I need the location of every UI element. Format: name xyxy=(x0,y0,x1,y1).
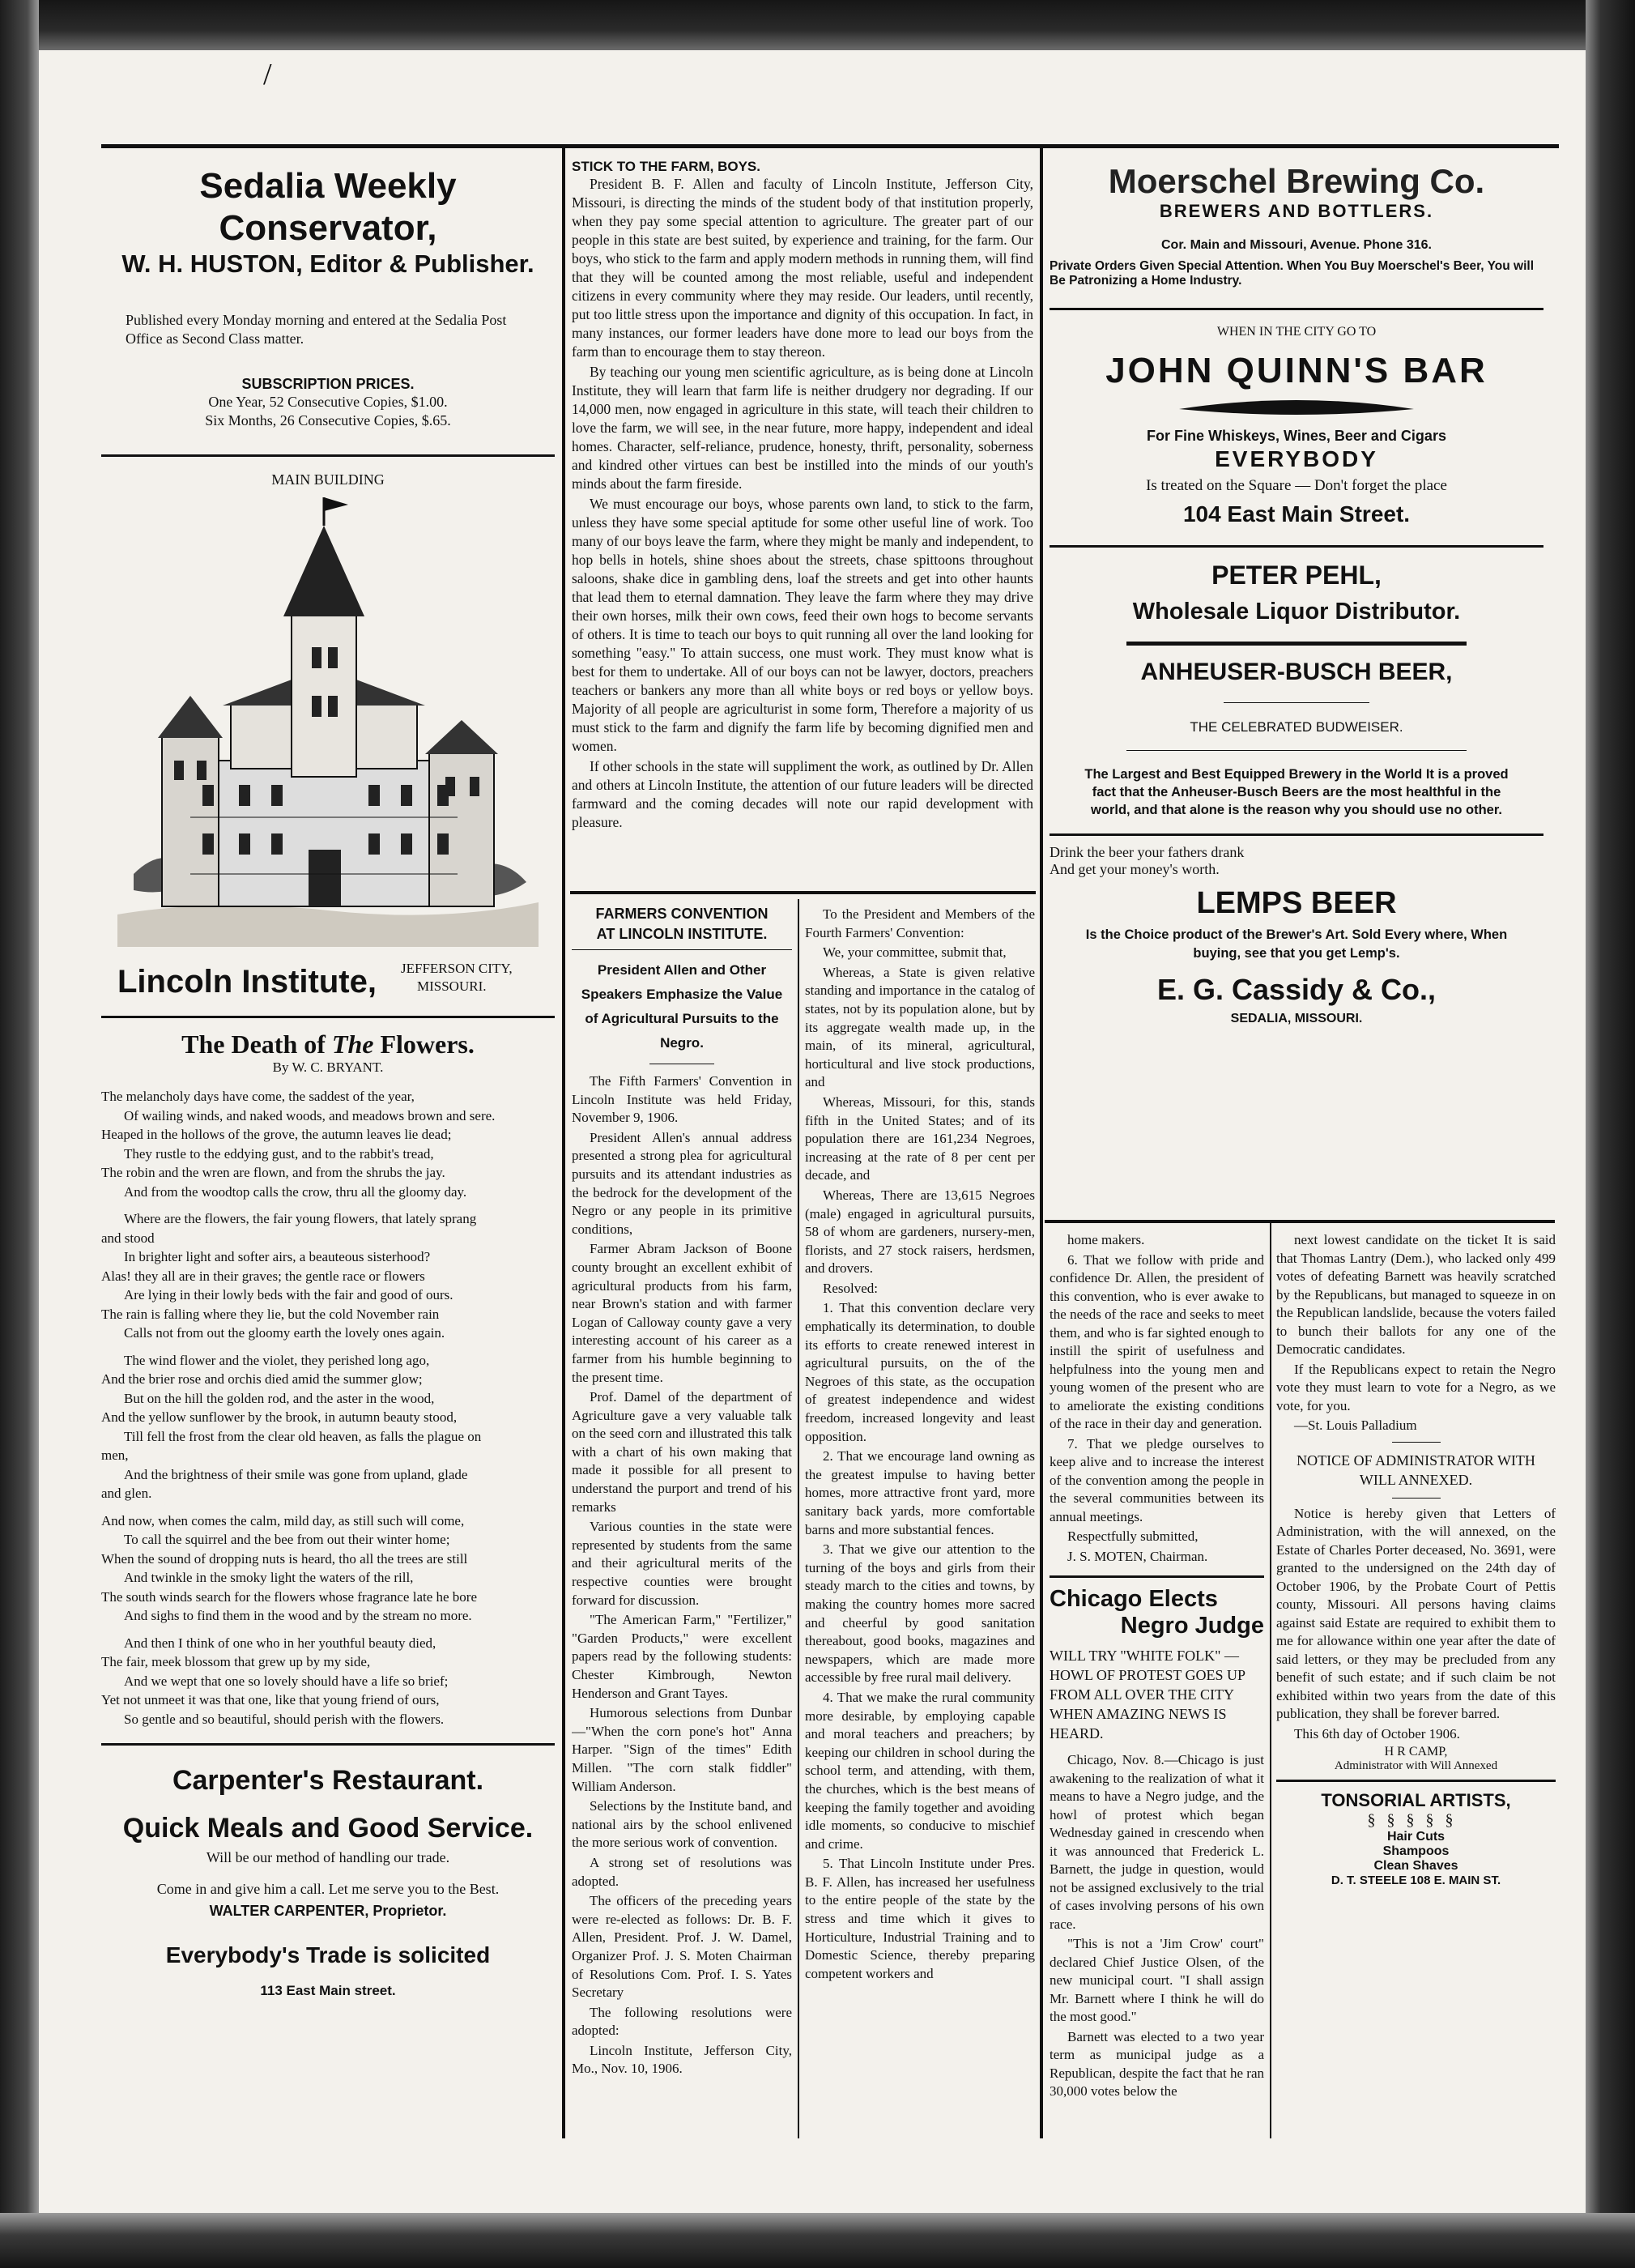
masthead-editor: W. H. HUSTON, Editor & Publisher. xyxy=(121,249,534,278)
poem-line xyxy=(101,1503,555,1511)
farm-paragraph: President B. F. Allen and faculty of Lincoln Institute, Jefferson City, Missouri, is directing the minds of the student body of that institution properly, when they pay some special attention to agriculture. The greater part of our people in this state are best suited, by experience and training, for the farm. Our boys, who stick to the farm and apply modern methods in running them, will find that they will be counted among the most reliable, useful and independent citizens in every community where they may reside. Our leaders, until recently, put too little stress upon the importance and dignity of this occupation. In fact, in many instances, our former leaders have done more to lead our boys from the farm than to encourage them to stay thereon. xyxy=(572,176,1033,360)
poem-line: Of wailing winds, and naked woods, and meadows brown and sere. xyxy=(124,1107,496,1123)
farm-title: STICK TO THE FARM, BOYS. xyxy=(572,159,760,174)
chicago-paragraph: next lowest candidate on the ticket It is said that Thomas Lantry (Dem.), who lacked only 499 votes of defeating Barnett was heavily scratched by the Republicans, but managed to squeeze in on the Republican landslide, because the voters failed to bunch their ballots for any one of the Democratic candidates. xyxy=(1276,1232,1556,1357)
resolution-paragraph: 3. That we give our attention to the turning of the boys and girls from their steady march to the cities and towns, by making the country homes more sacred and cheerful by good sanitation thereabout, good books, magazines and newspapers, which are made more accessible by free rural mail delivery. xyxy=(805,1541,1035,1686)
divider xyxy=(1050,545,1543,548)
chicago-paragraph: "This is not a 'Jim Crow' court" declared Chief Justice Olsen, of the new municipal court. "I shall assign Mr. Barnett where I think he will do the most good." xyxy=(1050,1936,1264,2024)
poem-title-b: The xyxy=(331,1030,374,1059)
poem-title xyxy=(101,1030,555,1059)
masthead-published: Published every Monday morning and entered at the Sedalia Post Office as Second Class matter. xyxy=(126,312,507,347)
convention-paragraph: The Fifth Farmers' Convention in Lincoln Institute was held Friday, November 9, 1906. xyxy=(572,1073,792,1126)
convention-paragraph: Prof. Damel of the department of Agriculture gave a very valuable talk on the seed corn and illustrated this talk with a chart of his own making that made it possible for all present to understand the purport and trend of his remarks xyxy=(572,1389,792,1515)
convention-paragraph: A strong set of resolutions was adopted. xyxy=(572,1854,792,1889)
pehl-celebrated: THE CELEBRATED BUDWEISER. xyxy=(1190,719,1403,735)
chicago-paragraph: Chicago, Nov. 8.—Chicago is just awakening to the realization of what it means to have a Negro judge, and the howl of protest which began Wednesday gained in crescendo when it was announced that Frederick L. Barnett, the judge in question, would not be assigned exclusively to the trial of cases involving persons of his own race. xyxy=(1050,1752,1264,1932)
tonsorial-stars: §§§§§ xyxy=(1367,1811,1465,1829)
lemps-ad xyxy=(1050,844,1543,1026)
main-building-caption: MAIN BUILDING xyxy=(271,471,385,488)
poem-byline: By W. C. BRYANT. xyxy=(272,1059,384,1075)
resolution-paragraph: Whereas, Missouri, for this, stands fifth in the United States; and of its population there are 161,234 Negroes, increasing at the rate of 8 per cent per decade, and xyxy=(805,1094,1035,1183)
farm-editorial xyxy=(572,159,1033,872)
notice-paragraph: Notice is hereby given that Letters of Administration, with the will annexed, on the Estate of Charles Porter deceased, No. 3691, were granted to the undersigned on the 24th day of October 1906, by the Probate Court of Pettis county, Missouri. All persons having claims against said Estate are required to exhibit them to me for allowance within one year after the date of said letters, or they may be precluded from any benefit of such estate; and if such claim be not exhibited within two years from the date of this publication, they shall be forever barred. xyxy=(1276,1505,1556,1721)
poem-line: And twinkle in the smoky light the waters of the rill, xyxy=(124,1570,414,1585)
quinn-address: 104 East Main Street. xyxy=(1182,501,1411,526)
pehl-rule xyxy=(1126,642,1467,646)
pehl-beer: ANHEUSER-BUSCH BEER, xyxy=(1140,659,1453,685)
top-rule xyxy=(101,144,1559,148)
carpenter-line2: Come in and give him a call. Let me serve you to the Best. xyxy=(156,1881,500,1897)
divider xyxy=(1224,702,1369,703)
lemps-line1: Drink the beer your fathers drank xyxy=(1050,844,1245,860)
chicago-continued xyxy=(1276,1231,1556,1435)
convention-body xyxy=(572,1072,792,2078)
ads-bottom-rule xyxy=(1045,1220,1555,1223)
poem-line: Calls not from out the gloomy earth the lovely ones again. xyxy=(124,1325,445,1341)
poem-line: They rustle to the eddying gust, and to the rabbit's tread, xyxy=(124,1145,434,1162)
notice-sign1: H R CAMP, xyxy=(1384,1745,1448,1759)
page-mark: / xyxy=(263,58,272,92)
resolution-paragraph: Whereas, a State is given relative standing and importance in the catalog of states, not by its population alone, but by its aggregate wealth made up, in the main, of its mineral, agricultural, horticultural and live stock productions, and xyxy=(805,964,1035,1090)
resolution-paragraph: 4. That we make the rural community more desirable, by employing capable and moral teachers and preachers; by keeping our children in school during the school term, and attending, with them, the churches, which is the best means of keeping the family together and avoiding idle moments, so conducive to mischief and crime. xyxy=(805,1689,1035,1852)
pehl-title: Wholesale Liquor Distributor. xyxy=(1132,599,1461,625)
lincoln-name: Lincoln Institute, xyxy=(117,964,377,1000)
resolution-paragraph: 7. That we pledge ourselves to keep alive and to increase the interest of the convention among the people in the several communities between its annual meetings. xyxy=(1050,1435,1264,1524)
divider xyxy=(101,1743,555,1746)
quinn-line3: Is treated on the Square — Don't forget the place xyxy=(1146,477,1447,494)
poem-line: To call the squirrel and the bee from out their winter home; xyxy=(124,1532,450,1547)
carpenter-line1: Will be our method of handling our trade. xyxy=(206,1849,450,1865)
column-right-b xyxy=(1276,1231,1556,2138)
poem-line: The south winds search for the flowers whose fragrance late he bore xyxy=(101,1588,478,1605)
column-right-a xyxy=(1050,1231,1264,2138)
poem-line: Alas! they all are in their graves; the gentle race or flowers xyxy=(101,1268,425,1284)
subscription-heading: SUBSCRIPTION PRICES. xyxy=(241,376,415,392)
chicago-title1: Chicago Elects xyxy=(1050,1586,1218,1612)
column-right-ads xyxy=(1050,154,1543,1223)
moerschel-ad xyxy=(1050,162,1543,288)
lemps-name: LEMPS BEER xyxy=(1196,886,1397,920)
tonsorial-shampoos: Shampoos xyxy=(1382,1844,1450,1858)
convention-paragraph: Humorous selections from Dunbar—"When the corn pone's hot" Anna Harper. "Sign of the times" Edith Millen. "The corn stalk fiddler" William Anderson. xyxy=(572,1705,792,1794)
ornament-icon xyxy=(1175,396,1418,420)
quinn-ad xyxy=(1050,325,1543,527)
convention-paragraph: Various counties in the state were represented by students from the same and their agricultural merits of the respective counties were brought forward for discussion. xyxy=(572,1519,792,1608)
resolution-paragraph: 5. That Lincoln Institute under Pres. B. F. Allen, has increased her usefulness to the entire people of the state by the stress and time which it gives to Horticulture, Industrial Training and to Domestic Science, thereby preparing competent workers and xyxy=(805,1856,1035,1981)
divider xyxy=(572,949,792,950)
poem-line: So gentle and so beautiful, should perish with the flowers. xyxy=(124,1711,445,1727)
poem-line: The wind flower and the violet, they perished long ago, xyxy=(124,1352,430,1368)
resolution-paragraph: 1. That this convention declare very emphatically its determination, to double its efforts to create renewed interest in agricultural pursuits, on the of the Negroes of this state, as the occupation of greatest independence and widest freedom, increased longevity and least opposition. xyxy=(805,1300,1035,1444)
lincoln-name-row xyxy=(101,961,555,1009)
convention-paragraph: Farmer Abram Jackson of Boone county brought an excellent exhibit of agricultural products from his farm, near Brown's station and with farmer Logan of Calloway county gave a very interesting account of his career as a farmer from his humble beginning to the present time. xyxy=(572,1241,792,1385)
col-rule-2 xyxy=(1040,146,1043,2138)
poem-line: When the sound of dropping nuts is heard, tho all the trees are still xyxy=(101,1550,468,1567)
quinn-line2: EVERYBODY xyxy=(1215,446,1378,471)
poem-line: And from the woodtop calls the crow, thru all the gloomy day. xyxy=(124,1183,467,1200)
poem-line: But on the hill the golden rod, and the aster in the wood, xyxy=(124,1390,435,1406)
carpenter-name: Carpenter's Restaurant. xyxy=(172,1765,484,1796)
tonsorial-title: TONSORIAL ARTISTS, xyxy=(1321,1790,1511,1810)
poem-line xyxy=(101,1626,555,1634)
tonsorial-shaves: Clean Shaves xyxy=(1373,1859,1458,1873)
convention-paragraph: President Allen's annual address presented a strong plea for agricultural pursuits and its attendant industries as the bedrock for the development of the Negro or any people in its primitive conditions, xyxy=(572,1129,792,1237)
poem-line: men, xyxy=(101,1447,129,1463)
poem-line: And then I think of one who in her youthful beauty died, xyxy=(124,1635,436,1651)
convention-paragraph: The officers of the preceding years were re-elected as follows: Dr. B. F. Allen, President. Prof. J. W. Damel, Organizer Prof. J. S. Moten Chairman of Resolutions Com. Prof. I. S. Yates Secretary xyxy=(572,1893,792,2001)
column-left xyxy=(101,154,555,2146)
col-rule-1 xyxy=(562,146,565,2138)
carpenter-prop: WALTER CARPENTER, Proprietor. xyxy=(209,1903,447,1919)
resolution-paragraph: Resolved: xyxy=(823,1280,878,1296)
col-rule-mid xyxy=(798,899,799,2138)
poem-line: Till fell the frost from the clear old heaven, as falls the plague on xyxy=(124,1428,482,1444)
poem xyxy=(101,1030,555,1729)
convention-paragraph: "The American Farm," "Fertilizer," "Garden Products," were excellent papers read by the following students: Chester Kimbrough, Newton Henderson and Grant Tayes. xyxy=(572,1612,792,1701)
convention-paragraph: Selections by the Institute band, and national airs by the school enlivened the more serious work of convention. xyxy=(572,1798,792,1851)
divider xyxy=(1050,833,1543,836)
lincoln-city: JEFFERSON CITY, xyxy=(401,961,513,976)
chicago-deck: WILL TRY "WHITE FOLK" —HOWL OF PROTEST GOES UP FROM ALL OVER THE CITY WHEN AMAZING NEWS IS HEARD. xyxy=(1050,1648,1245,1742)
poem-line: Where are the flowers, the fair young flowers, that lately sprang xyxy=(124,1211,477,1226)
poem-line: And the yellow sunflower by the brook, in autumn beauty stood, xyxy=(101,1409,458,1425)
carpenter-slogan: Quick Meals and Good Service. xyxy=(122,1813,534,1844)
farm-paragraph: We must encourage our boys, whose parents own land, to stick to the farm, unless they have some special aptitude for some other useful line of work. Too many of our boys leave the farm, where they might be manly and independent, to hop bells in hotels, shine shoes about the streets, chase spittoons throughout saloons, shake dice in gambling dens, loaf the streets and get into other haunts that lead them to eternal damnation. They leave the farm where they may drive their own horses, milk their own cows, feed their own hogs to become servants of others. It is time to teach our boys to quit running all over the land looking for something "easy." To attain success, one must work. They must know what is best for them to undertake. All of our boys can not be lawyer, doctors, preachers teachers or bankers any more than all white boys or red boys or yellow boys. Majority of all people are agriculturist in some form, Therefore a majority of us must stick to the farm and dignify the farm life by becoming dignified men and women. xyxy=(572,496,1033,754)
resolution-paragraph: J. S. MOTEN, Chairman. xyxy=(1067,1548,1208,1564)
poem-line xyxy=(101,1343,555,1351)
quinn-intro: WHEN IN THE CITY GO TO xyxy=(1216,325,1377,339)
resolution-paragraph: home makers. xyxy=(1067,1232,1145,1247)
divider xyxy=(101,454,555,457)
resolution-paragraph: Whereas, There are 13,615 Negroes (male) engaged in agricultural pursuits, 58 of whom are gardeners, nursery-men, florists, and 27 stock raisers, herdsmen, and drovers. xyxy=(805,1187,1035,1277)
masthead-title: Sedalia Weekly Conservator, xyxy=(199,166,457,248)
chicago-paragraph: —St. Louis Palladium xyxy=(1294,1418,1417,1433)
lincoln-state: MISSOURI. xyxy=(417,978,487,994)
poem-line: and stood xyxy=(101,1230,155,1246)
resolution-paragraph: Respectfully submitted, xyxy=(1067,1528,1199,1544)
resolution-paragraph: We, your committee, submit that, xyxy=(823,944,1007,961)
poem-line: And we wept that one so lovely should have a life so brief; xyxy=(124,1673,449,1689)
resolution-paragraph: 2. That we encourage land owning as the greatest impulse to having better homes, more attractive front yard, more sanitary back yards, more comfortable barns and more substantial fences. xyxy=(805,1448,1035,1537)
col-rule-right xyxy=(1270,1223,1271,2138)
resolution-paragraph: To the President and Members of the Fourth Farmers' Convention: xyxy=(805,906,1035,940)
quinn-name: JOHN QUINN'S BAR xyxy=(1105,351,1488,390)
farm-paragraph: By teaching our young men scientific agriculture, as is being done at Lincoln Institute, they will learn that farm life is neither drudgery nor degrading. If our 14,000 men, now engaged in agriculture in this state, will teach their children to love the farm, we will see, in the near future, more happy, independent and ideal homes. Character, self-reliance, prudence, honesty, thrift, personality, soberness and kindred other virtues can best be instilled into the minds of our youth's minds about the farm fireside. xyxy=(572,364,1033,492)
chicago-paragraph: Barnett was elected to a two year term as municipal judge as a Republican, despite the fact that he ran 30,000 votes below the xyxy=(1050,2028,1264,2099)
convention-title1: FARMERS CONVENTION xyxy=(595,906,769,922)
poem-line: Are lying in their lowly beds with the fair and good of ours. xyxy=(124,1287,453,1302)
divider xyxy=(1276,1780,1556,1782)
scan-edge-right xyxy=(1586,0,1635,2268)
poem-line: Heaped in the hollows of the grove, the autumn leaves lie dead; xyxy=(101,1127,452,1142)
moerschel-name: Moerschel Brewing Co. xyxy=(1108,162,1485,200)
tonsorial-haircuts: Hair Cuts xyxy=(1386,1830,1446,1844)
resolutions-continued xyxy=(1050,1231,1264,1566)
divider xyxy=(1392,1442,1441,1443)
chicago-body xyxy=(1050,1751,1264,2101)
carpenter-trade: Everybody's Trade is solicited xyxy=(165,1942,491,1967)
poem-line: Yet not unmeet it was that one, like that young friend of ours, xyxy=(101,1692,440,1707)
poem-line: And now, when comes the calm, mild day, as still such will come, xyxy=(101,1512,465,1528)
poem-line: The fair, meek blossom that grew up by my side, xyxy=(101,1654,371,1669)
poem-lines xyxy=(101,1087,555,1729)
pehl-ad xyxy=(1050,561,1543,819)
notice-title: NOTICE OF ADMINISTRATOR WITH WILL ANNEXED. xyxy=(1297,1452,1535,1488)
lemps-line2: And get your money's worth. xyxy=(1050,861,1220,877)
moerschel-address: Cor. Main and Missouri, Avenue. Phone 316. xyxy=(1161,238,1432,252)
notice-sign2: Administrator with Will Annexed xyxy=(1334,1759,1498,1772)
poem-line: The rain is falling where they lie, but the cold November rain xyxy=(101,1306,440,1322)
poem-line: In brighter light and softer airs, a beauteous sisterhood? xyxy=(124,1249,431,1264)
chicago-title2: Negro Judge xyxy=(1120,1613,1264,1639)
poem-line xyxy=(101,1201,555,1209)
subscription-half: Six Months, 26 Consecutive Copies, $.65. xyxy=(205,412,451,428)
lincoln-institute-ad xyxy=(101,471,555,1009)
poem-line: The robin and the wren are flown, and from the shrubs the jay. xyxy=(101,1165,445,1180)
divider xyxy=(1050,308,1543,310)
lemps-company: E. G. Cassidy & Co., xyxy=(1156,973,1437,1006)
poem-line: and glen. xyxy=(101,1486,152,1501)
convention-paragraph: The following resolutions were adopted: xyxy=(572,2004,792,2039)
divider xyxy=(1050,1575,1264,1578)
resolutions-body xyxy=(805,906,1035,1983)
moerschel-note: Private Orders Given Special Attention. When You Buy Moerschel's Beer, You will Be Patronizing a Home Industry. xyxy=(1050,259,1535,288)
notice-body xyxy=(1276,1505,1556,1744)
pehl-text: The Largest and Best Equipped Brewery in the World It is a proved fact that the Anheuser-Busch Beers are the most healthful in the world, and that alone is the reason why you should use no other. xyxy=(1084,767,1509,817)
subscription-year: One Year, 52 Consecutive Copies, $1.00. xyxy=(208,394,448,410)
lemps-city: SEDALIA, MISSOURI. xyxy=(1230,1012,1363,1025)
scan-edge-left xyxy=(0,0,39,2268)
poem-line: The melancholy days have come, the saddest of the year, xyxy=(101,1089,415,1104)
poem-line: And the brier rose and orchis died amid the summer glow; xyxy=(101,1371,423,1387)
divider xyxy=(1126,750,1467,751)
poem-title-a: The Death of xyxy=(181,1030,332,1059)
carpenter-ad xyxy=(101,1765,555,1999)
convention-paragraph: Lincoln Institute, Jefferson City, Mo., Nov. 10, 1906. xyxy=(572,2042,792,2077)
scan-edge-top xyxy=(0,0,1635,50)
scan-edge-bottom xyxy=(0,2213,1635,2268)
quinn-line1: For Fine Whiskeys, Wines, Beer and Cigars xyxy=(1147,428,1446,444)
resolution-paragraph: 6. That we follow with pride and confidence Dr. Allen, the president of this convention, who is ever awake to the needs of the race and seeks to meet them, and who is far sighted enough to instill the spirit of usefulness and helpfulness into the young men and young women of the present who are to ameliorate the existing conditions of the race in their day and generation. xyxy=(1050,1251,1264,1431)
lemps-text: Is the Choice product of the Brewer's Art. Sold Every where, When buying, see that you get Lemp's. xyxy=(1085,927,1508,961)
moerschel-sub: BREWERS AND BOTTLERS. xyxy=(1159,201,1434,221)
divider xyxy=(101,1016,555,1018)
chicago-paragraph: If the Republicans expect to retain the Negro vote they must learn to vote for a Negro, as we vote, for you. xyxy=(1276,1361,1556,1413)
poem-line: And sighs to find them in the wood and by the stream no more. xyxy=(124,1608,472,1623)
main-building-illustration xyxy=(117,493,539,947)
convention-title2: AT LINCOLN INSTITUTE. xyxy=(596,926,768,942)
convention-sub: President Allen and Other Speakers Emphasize the Value of Agricultural Pursuits to the Negro. xyxy=(581,962,783,1051)
pehl-name: PETER PEHL, xyxy=(1211,561,1382,590)
resolutions-article xyxy=(805,906,1035,2137)
farm-bottom-rule xyxy=(570,891,1036,894)
carpenter-address: 113 East Main street. xyxy=(260,1983,396,1998)
farm-body xyxy=(572,175,1033,832)
tonsorial-address: D. T. STEELE 108 E. MAIN ST. xyxy=(1331,1874,1501,1887)
convention-article xyxy=(572,906,792,2137)
farm-paragraph: If other schools in the state will suppliment the work, as outlined by Dr. Allen and others at Lincoln Institute, the attention of our future leaders will be directed farmward and the coming decades will note our rapid development with pleasure. xyxy=(572,758,1033,830)
poem-title-c: Flowers. xyxy=(373,1030,475,1059)
masthead xyxy=(101,154,555,430)
poem-line: And the brightness of their smile was gone from upland, glade xyxy=(124,1466,468,1482)
notice-paragraph: This 6th day of October 1906. xyxy=(1294,1725,1460,1742)
